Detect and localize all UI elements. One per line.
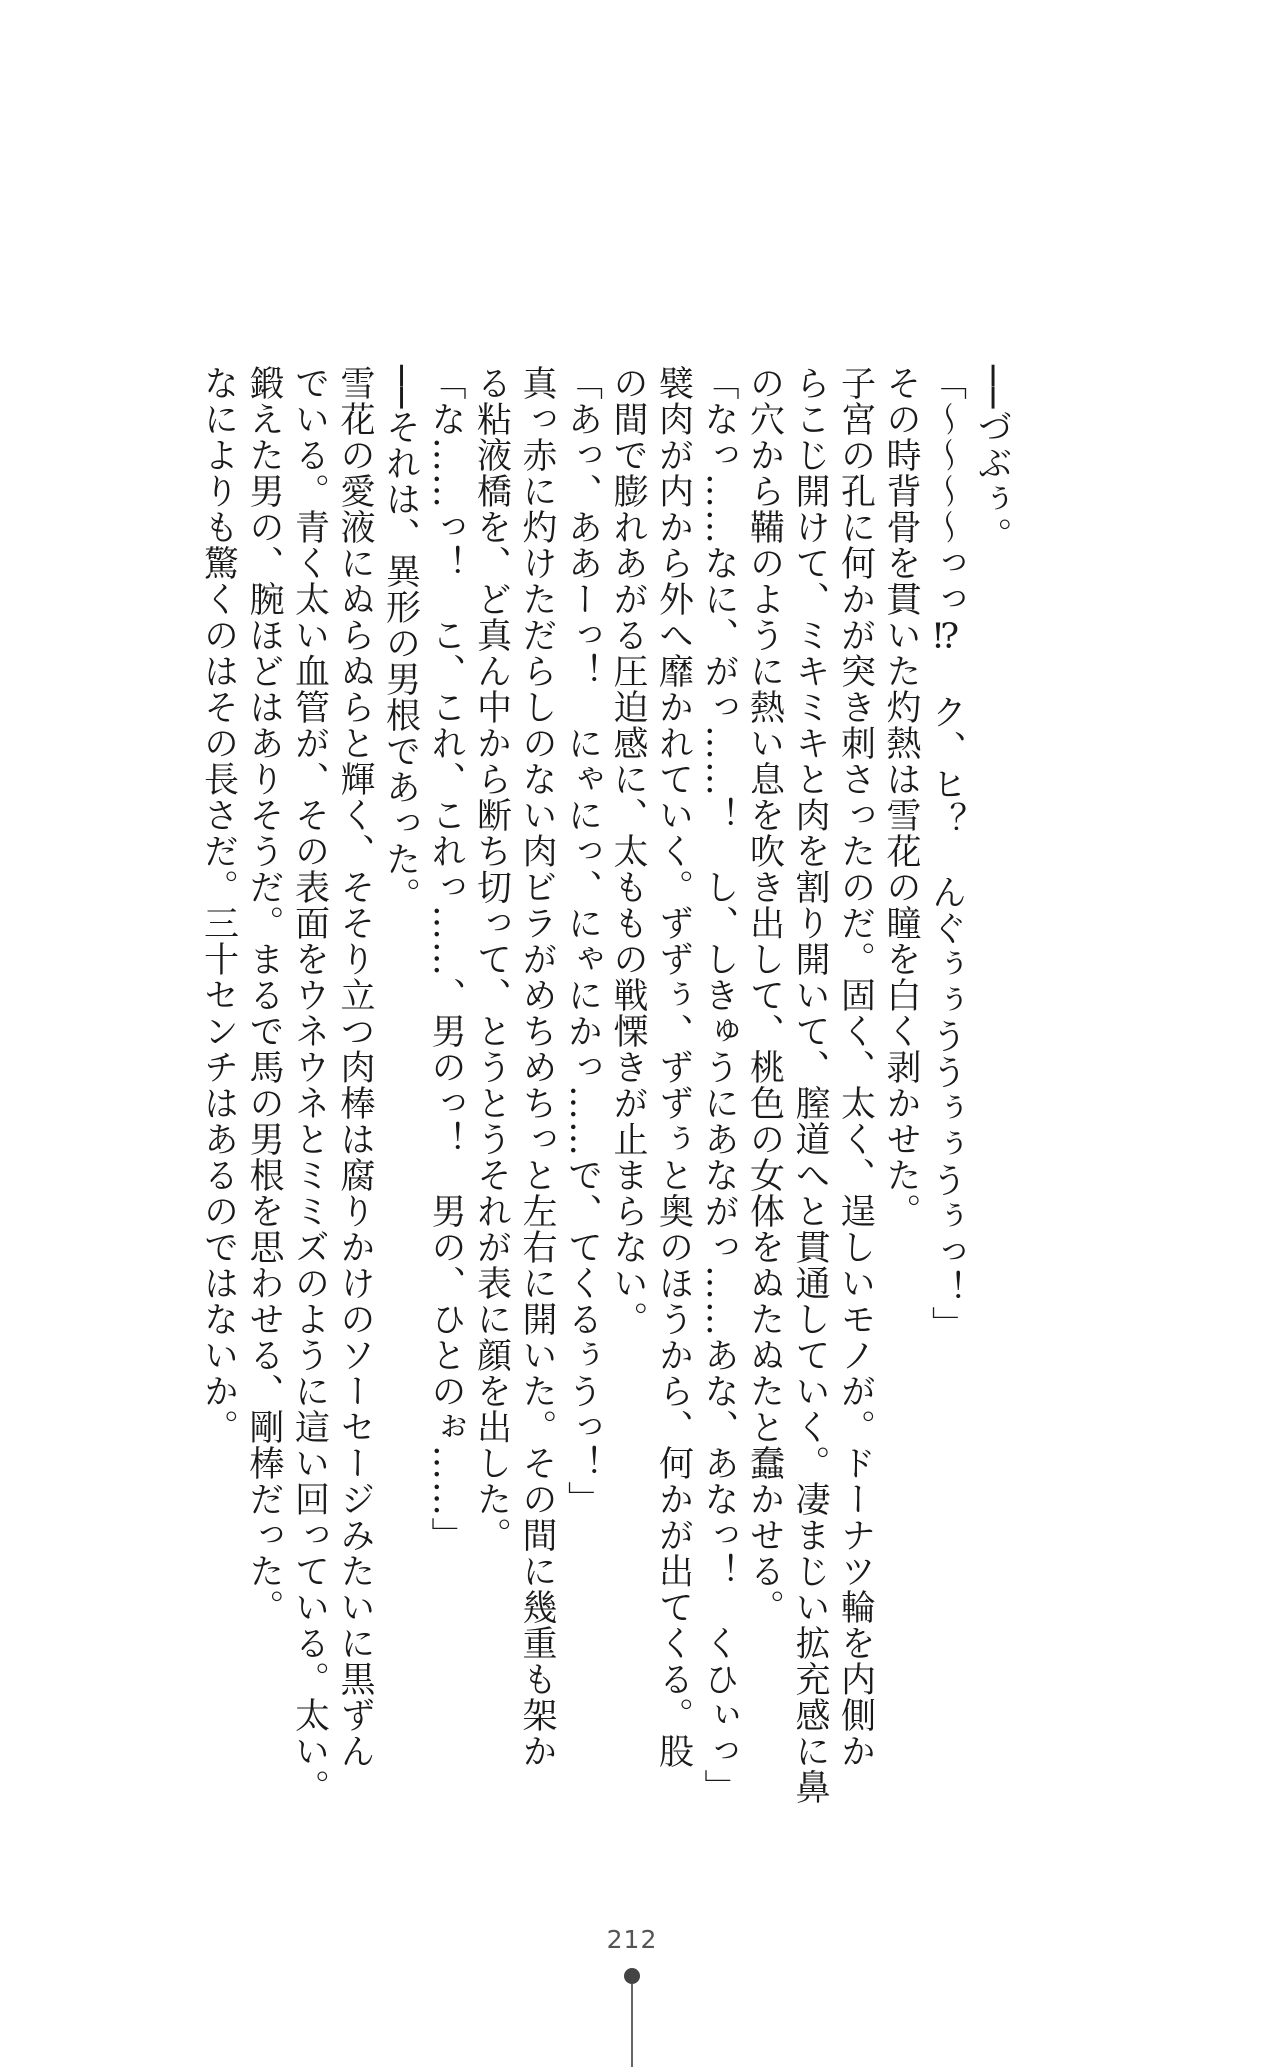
page-footer [0, 1925, 1264, 2067]
body-text [195, 365, 1014, 1825]
page-marker-line [631, 1984, 633, 2067]
text-line-12: る粘液橋を、ど真ん中から断ち切って、とうとうそれが表に顔を出した。 [471, 365, 512, 1553]
text-line-8: 襞肉が内から外へ靡かれていく。ずずぅ、ずずぅと奥のほうから、何かが出てくる。股 [653, 365, 694, 1769]
page-number: 212 [606, 1925, 658, 1954]
text-line-9: の間で膨れあがる圧迫感に、太ももの戦慄きが止まらない。 [608, 365, 648, 1337]
text-line-16: でいる。青く太い血管が、その表面をウネウネとミミズのように這い回っている。太い。 [289, 365, 330, 1805]
text-line-11: 真っ赤に灼けただらしのない肉ビラがめちめちっと左右に開いた。その間に幾重も架か [517, 365, 557, 1769]
text-line-2: 「～～～～っっ⁉ ク、ヒ？ んぐぅぅううぅぅうぅっ！」 [926, 365, 967, 1342]
text-line-7: 「なっ……なに、がっ……！ し、しきゅうにあながっ……あな、あなっ！ くひぃっ」 [699, 365, 739, 1805]
page-marker-dot-icon [624, 1968, 640, 1984]
text-line-17: 鍛えた男の、腕ほどはありそうだ。まるで馬の男根を思わせる、剛棒だった。 [244, 365, 284, 1625]
text-line-6: の穴から鞴のように熱い息を吹き出して、桃色の女体をぬたぬたと蠢かせる。 [744, 365, 785, 1625]
text-line-10: 「あっ、ああーっ！ にゃにっ、にゃにかっ……で、てくるぅうっ！」 [562, 365, 603, 1517]
text-line-4: 子宮の孔に何かが突き刺さったのだ。固く、太く、逞しいモノが。ドーナツ輪を内側か [835, 365, 876, 1769]
text-line-15: 雪花の愛液にぬらぬらと輝く、そそり立つ肉棒は腐りかけのソーセージみたいに黒ずん [335, 365, 375, 1769]
text-line-18: なによりも驚くのはその長さだ。三十センチはあるのではないか。 [198, 365, 239, 1445]
text-line-13: 「な……っ！ こ、これ、これっ……、男のっ！ 男の、ひとのぉ……」 [426, 365, 466, 1553]
text-line-1: ──づぶぅ。 [972, 365, 1012, 554]
text-line-5: らこじ開けて、ミキミキと肉を割り開いて、膣道へと貫通していく。凄まじい拡充感に鼻 [790, 365, 830, 1805]
text-line-3: その時背骨を貫いた灼熱は雪花の瞳を白く剥かせた。 [881, 365, 921, 1229]
text-line-14: ──それは、異形の男根であった。 [380, 365, 421, 914]
